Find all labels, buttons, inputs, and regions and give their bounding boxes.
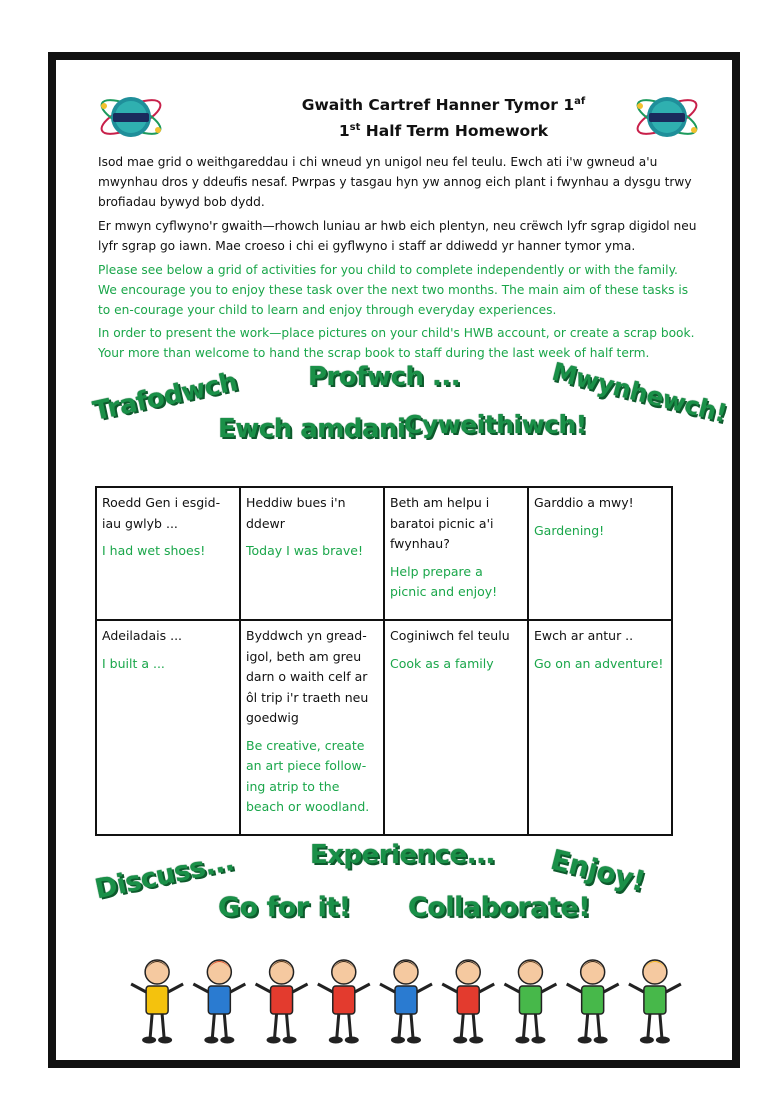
child-figure-8 [567, 960, 619, 1044]
child-figure-9 [629, 960, 681, 1044]
school-logo-left-icon [96, 86, 166, 148]
grid-cell [528, 620, 672, 835]
banner-word-profwch: Profwch ... [308, 362, 461, 392]
grid-row [96, 620, 672, 835]
activity-grid [95, 486, 673, 836]
children-illustration-icon [126, 950, 686, 1050]
cell-welsh-text: Ewch ar antur .. [534, 628, 634, 643]
grid-cell [96, 487, 240, 620]
cell-english-text: Help prepare a picnic and enjoy! [390, 563, 498, 599]
page-title-welsh: Gwaith Cartref Hanner Tymor $1^{af}$ [301, 96, 586, 115]
banner-word-collaborate: Collaborate! [408, 892, 591, 923]
cell-english-text: Today I was brave! [246, 543, 363, 558]
banner-word-mwynhewch: Mwynhewch! [549, 356, 730, 429]
child-figure-6 [442, 960, 494, 1044]
banner-word-enjoy: Enjoy! [547, 842, 649, 899]
intro-welsh-paragraph-1: Isod mae grid o weithgareddau i chi wneud yn unigol neu fel teulu. Ewch ati i'w gwneud a'u mwynhau dros y ddeufis nesaf. Pwrpas y tasgau hyn yw annog eich plant i fwynhau a dysgu trwy brofiadau bywyd bob dydd. [98, 155, 692, 209]
cell-welsh-text: Garddio a mwy! [534, 495, 634, 510]
banner-word-cyweithiwch: Cyweithiwch! [404, 410, 587, 439]
grid-cell [240, 487, 384, 620]
cell-english-text: I built a ... [102, 655, 165, 671]
child-figure-2 [193, 960, 245, 1044]
cell-welsh-text: Heddiw bues i'n ddewr [246, 495, 346, 531]
intro-english-paragraph-1: Please see below a grid of activities for you child to complete independently or with the family. We encourage you to enjoy these task over the next two months. The main aim of these tasks is to en-courage your child to learn and enjoy through everyday experiences. [98, 263, 689, 317]
cell-english-text: Cook as a family [390, 655, 494, 671]
grid-row [96, 487, 672, 620]
cell-english-text: Gardening! [534, 522, 605, 538]
cell-welsh-text: Coginiwch fel teulu [390, 628, 510, 643]
grid-cell [96, 620, 240, 835]
grid-cell [384, 487, 528, 620]
grid-cell [240, 620, 384, 835]
intro-welsh-paragraph-2: Er mwyn cyflwyno'r gwaith—rhowch luniau ar hwb eich plentyn, neu crëwch lyfr sgrap digidol neu lyfr sgrap go iawn. Mae croeso i chi ei gyflwyno i staff ar ddiwedd yr hanner tymor yma. [98, 219, 697, 253]
cell-welsh-text: Roedd Gen i esgid-iau gwlyb ... [102, 495, 221, 531]
child-figure-4 [318, 960, 370, 1044]
cell-welsh-text: Beth am helpu i baratoi picnic a'i fwynhau? [390, 495, 494, 551]
banner-word-experience: Experience... [310, 840, 495, 870]
child-figure-1 [131, 960, 183, 1044]
child-figure-7 [504, 960, 556, 1044]
cell-welsh-text: Adeiladais ... [102, 628, 183, 643]
worksheet-frame [48, 52, 740, 1068]
intro-english-paragraph-2: In order to present the work—place pictures on your child's HWB account, or create a scrap book. Your more than welcome to hand the scrap book to staff during the last week of half term. [98, 326, 695, 360]
grid-cell [384, 620, 528, 835]
cell-english-text: I had wet shoes! [102, 543, 206, 558]
child-figure-5 [380, 960, 432, 1044]
banner-word-discuss: Discuss... [92, 845, 237, 906]
cell-english-text: Go on an adventure! [534, 655, 664, 671]
cell-welsh-text: Byddwch yn gread-igol, beth am greu darn o waith celf ar ôl trip i'r traeth neu goedwig [246, 628, 369, 725]
banner-word-trafodwch: Trafodwch [90, 367, 241, 427]
grid-cell [528, 487, 672, 620]
cell-english-text: Be creative, create an art piece follow-ing atrip to the beach or woodland. [246, 737, 370, 814]
banner-word-ewch-amdani: Ewch amdani! [218, 414, 417, 444]
page-title-english: 1st Half Term Homework [338, 122, 549, 141]
child-figure-3 [256, 960, 308, 1044]
banner-word-go-for-it: Go for it! [218, 892, 351, 923]
